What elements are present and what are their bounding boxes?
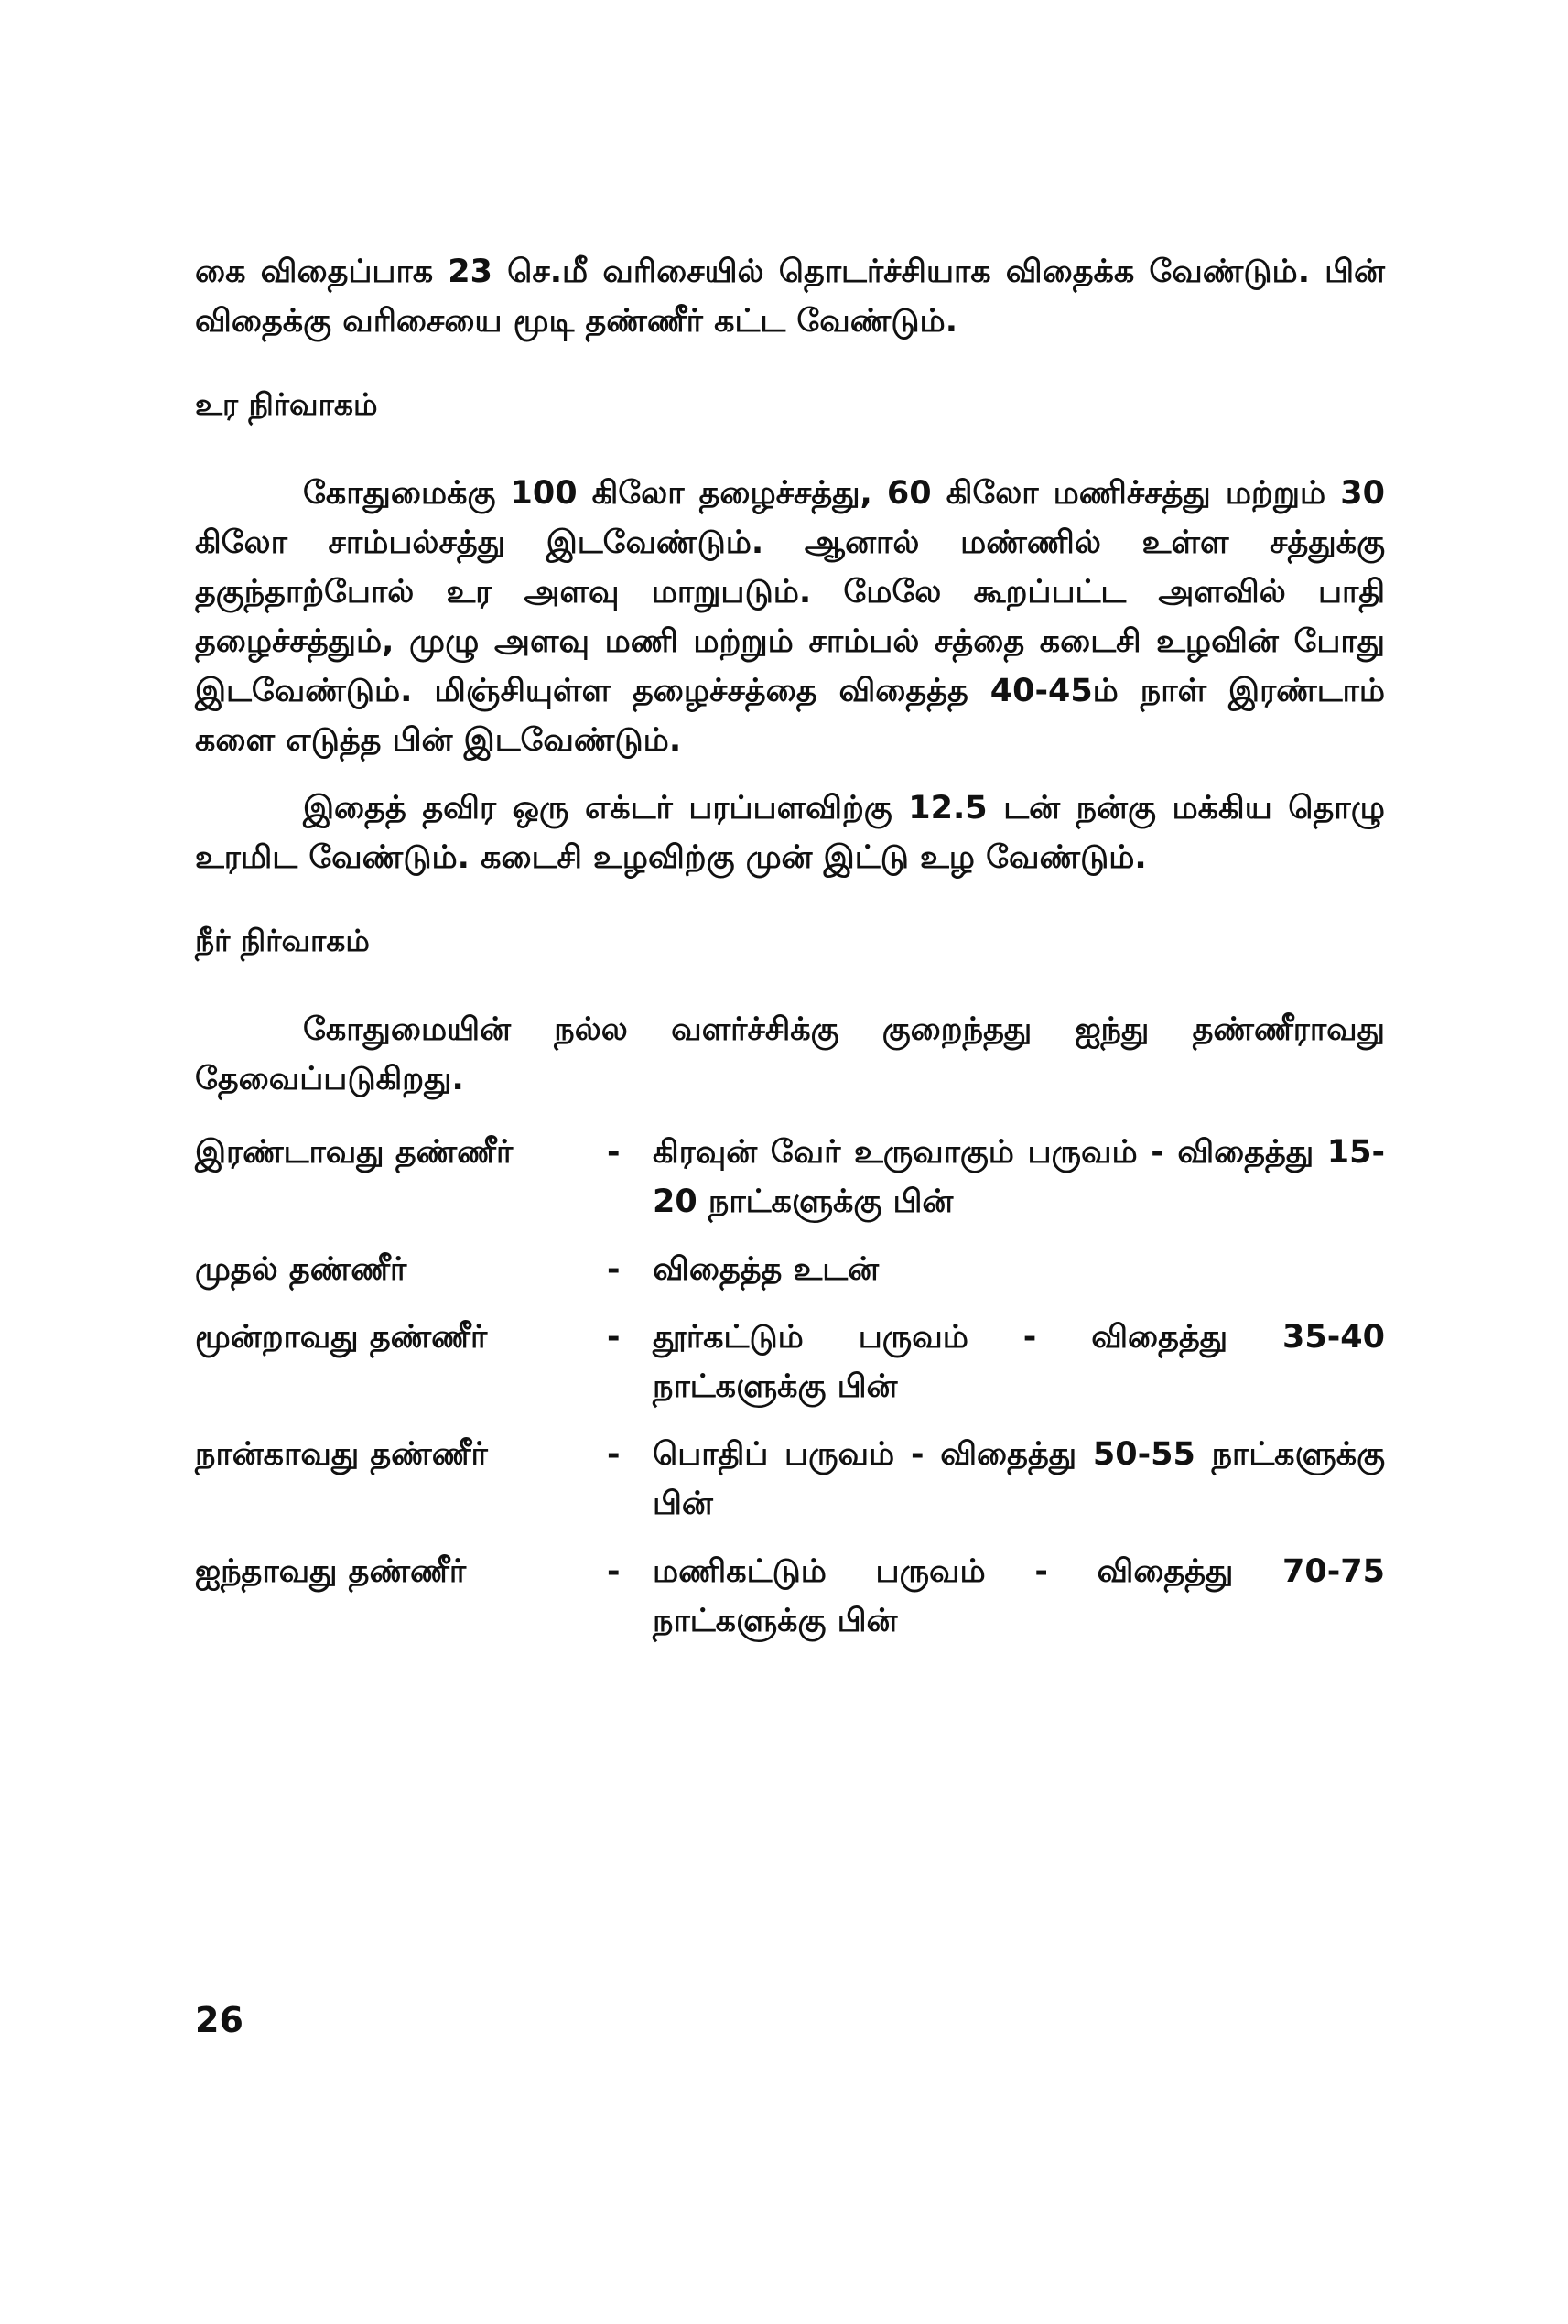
schedule-detail: பொதிப் பருவம் - விதைத்து 50-55 நாட்களுக்கு பின்: [653, 1436, 1385, 1522]
page-number: 26: [195, 2000, 243, 2040]
schedule-detail: விதைத்த உடன்: [653, 1251, 880, 1288]
fertilizer-paragraph-2: இதைத் தவிர ஒரு எக்டர் பரப்பளவிற்கு 12.5 டன் நன்கு மக்கிய தொழு உரமிட வேண்டும். கடைசி உழவிற்கு முன் இட்டு உழ வேண்டும்.: [195, 790, 1385, 876]
schedule-row: [195, 1313, 1385, 1411]
schedule-row: [195, 1547, 1385, 1646]
schedule-row: [195, 1430, 1385, 1529]
fertilizer-heading: உர நிர்வாகம்: [195, 386, 378, 422]
water-heading: நீர் நிர்வாகம்: [195, 923, 370, 958]
intro-paragraph: கை விதைப்பாக 23 செ.மீ வரிசையில் தொடர்ச்சியாக விதைக்க வேண்டும். பின் விதைக்கு வரிசையை மூடி தண்ணீர் கட்ட வேண்டும்.: [195, 254, 1385, 340]
schedule-detail: தூர்கட்டும் பருவம் - விதைத்து 35-40 நாட்களுக்கு பின்: [653, 1319, 1385, 1405]
schedule-stage: முதல் தண்ணீர்: [195, 1251, 407, 1288]
water-paragraph: கோதுமையின் நல்ல வளர்ச்சிக்கு குறைந்தது ஐந்து தண்ணீராவது தேவைப்படுகிறது.: [195, 1011, 1385, 1097]
schedule-detail: கிரவுன் வேர் உருவாகும் பருவம் - விதைத்து 15-20 நாட்களுக்கு பின்: [653, 1134, 1385, 1220]
schedule-stage: மூன்றாவது தண்ணீர்: [195, 1319, 488, 1356]
schedule-row: [195, 1128, 1385, 1227]
schedule-dash: -: [607, 1251, 621, 1288]
schedule-row: [195, 1245, 1385, 1294]
schedule-detail: மணிகட்டும் பருவம் - விதைத்து 70-75 நாட்களுக்கு பின்: [653, 1553, 1385, 1639]
schedule-dash: -: [607, 1436, 621, 1473]
schedule-dash: -: [607, 1319, 621, 1356]
fertilizer-paragraph-1: கோதுமைக்கு 100 கிலோ தழைச்சத்து, 60 கிலோ மணிச்சத்து மற்றும் 30 கிலோ சாம்பல்சத்து இடவேண்டும். ஆனால் மண்ணில் உள்ள சத்துக்கு தகுந்தாற்போல் உர அளவு மாறுபடும். மேலே கூறப்பட்ட அளவில் பாதி தழைச்சத்தும், முழு அளவு மணி மற்றும் சாம்பல் சத்தை கடைசி உழவின் போது இடவேண்டும். மிஞ்சியுள்ள தழைச்சத்தை விதைத்த 40-45ம் நாள் இரண்டாம் களை எடுத்த பின் இடவேண்டும்.: [195, 475, 1385, 759]
page-content: [195, 247, 1385, 1646]
schedule-stage: நான்காவது தண்ணீர்: [195, 1436, 488, 1473]
schedule-stage: ஐந்தாவது தண்ணீர்: [195, 1553, 467, 1590]
schedule-dash: -: [607, 1553, 621, 1590]
schedule-stage: இரண்டாவது தண்ணீர்: [195, 1134, 514, 1171]
irrigation-schedule: [195, 1128, 1385, 1646]
schedule-dash: -: [607, 1134, 621, 1171]
